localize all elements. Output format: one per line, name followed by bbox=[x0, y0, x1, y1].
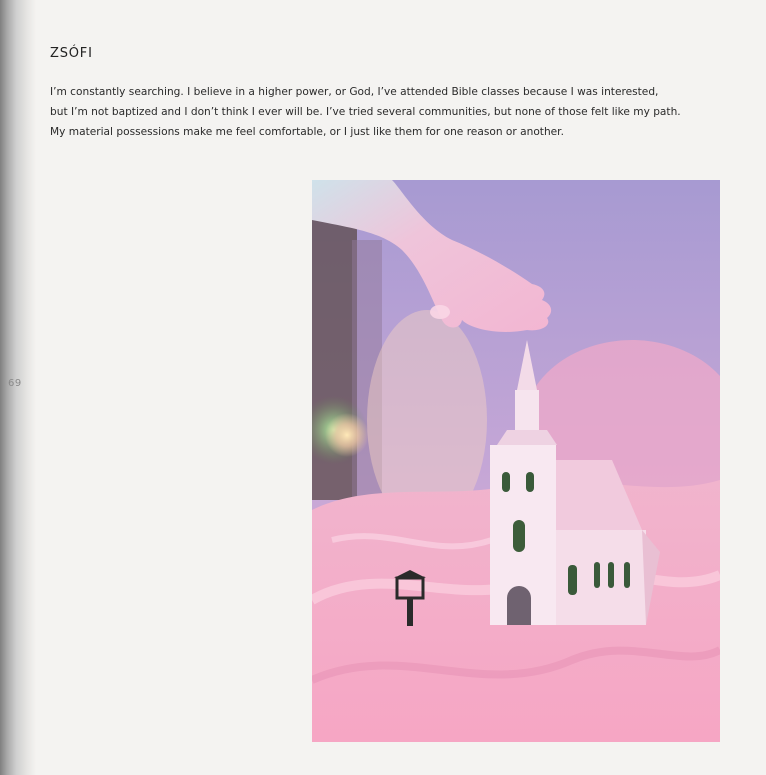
photo-church-figurine bbox=[312, 180, 720, 742]
page-title: ZSÓFI bbox=[50, 46, 93, 61]
body-text bbox=[50, 82, 730, 142]
page-number: 69 bbox=[8, 378, 22, 389]
body-line: I’m constantly searching. I believe in a higher power, or God, I’ve attended Bible classes because I was interested, bbox=[50, 86, 659, 98]
body-line: My material possessions make me feel comfortable, or I just like them for one reason or another. bbox=[50, 126, 564, 138]
body-line: but I’m not baptized and I don’t think I ever will be. I’ve tried several communities, but none of those felt like my path. bbox=[50, 106, 681, 118]
